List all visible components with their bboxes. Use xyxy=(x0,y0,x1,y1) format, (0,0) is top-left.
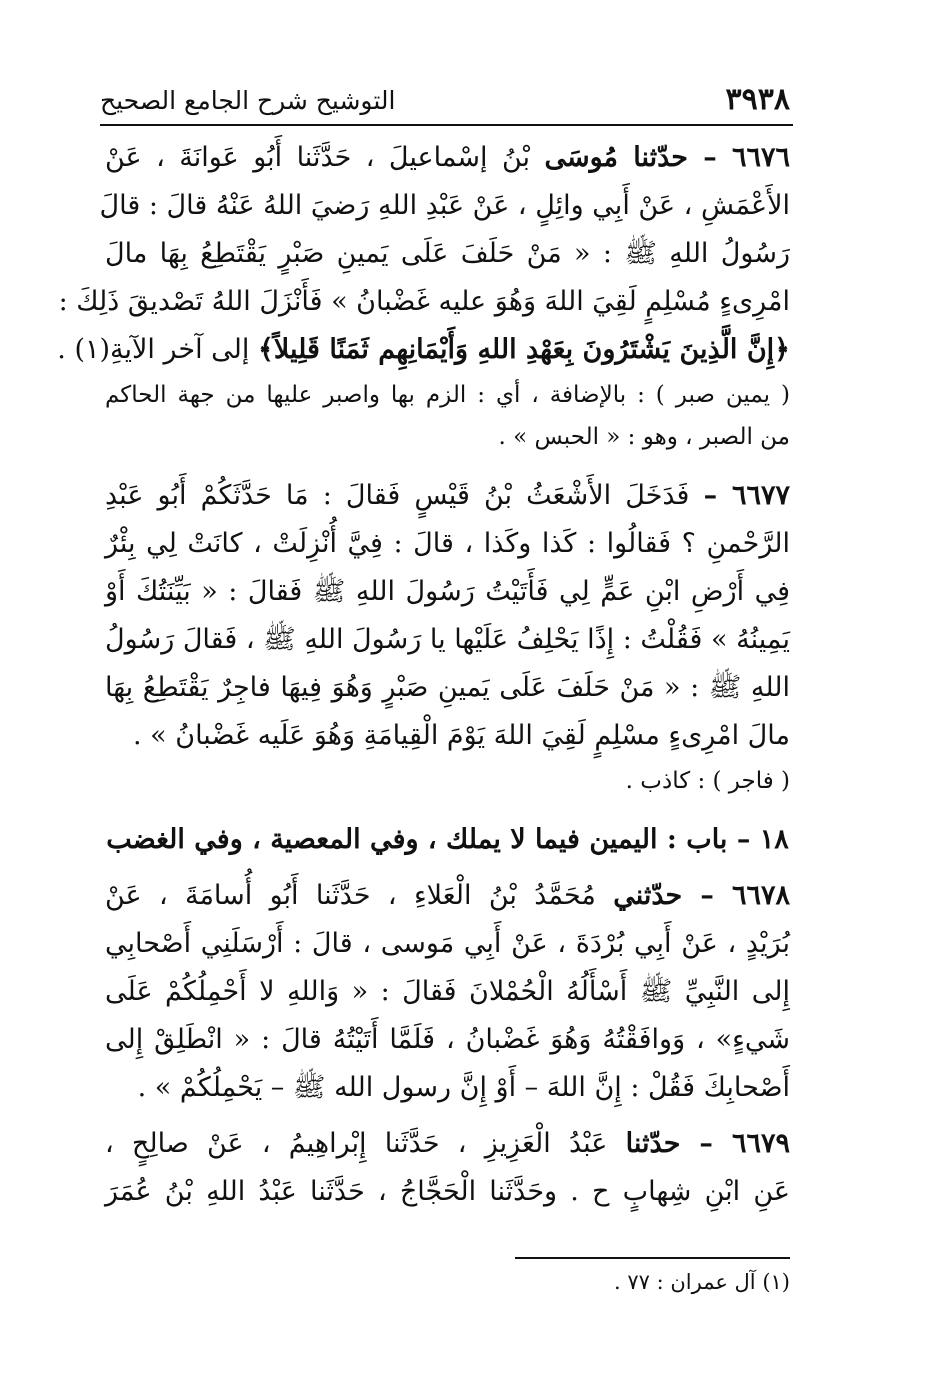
page-body xyxy=(57,134,790,1216)
header-rule xyxy=(100,124,793,126)
hadith-lead: ٦٦٧٨ – حدّثني xyxy=(613,880,790,911)
text-line: الأَعْمَشِ ، عَنْ أَبِي وائِلٍ ، عَنْ عَبْدِ اللهِ رَضيَ اللهُ عَنْهُ قالَ : قالَ xyxy=(99,190,790,221)
text-line: فِي أَرْضِ ابْنِ عَمٍّ لِي فَأَتَيْتُ رَسُولَ اللهِ ﷺ فَقالَ : « بَيِّنَتُكَ أَوْ xyxy=(105,576,790,607)
text-line: ٦٦٧٩ – حدّثنا عَبْدُ الْعَزِيزِ ، حَدَّثَنا إِبْراهِيمُ ، عَنْ صالِحٍ ، xyxy=(105,1128,790,1159)
text-line: عَنِ ابْنِ شِهابٍ ح . وحَدَّثَنا الْحَجَّاجُ ، حَدَّثَنا عَبْدُ اللهِ بْنُ عُمَرَ xyxy=(105,1176,790,1207)
text-line: إِلى النَّبِيِّ ﷺ أَسْأَلُهُ الْحُمْلانَ فَقالَ : « وَاللهِ لا أَحْمِلُكُمْ عَلَى xyxy=(105,976,790,1007)
hadith-lead: ٦٦٧٩ – حدّثنا xyxy=(625,1128,790,1159)
text-line: امْرِىءٍ مُسْلِمٍ لَقِيَ اللهَ وَهُوَ عليه غَضْبانُ » فَأَنْزَلَ اللهُ تَصْديقَ ذَلِكَ : xyxy=(58,286,790,317)
commentary-line: من الصبر ، وهو : « الحبس » . xyxy=(498,424,790,450)
text-line: ٦٦٧٧ – فَدَخَلَ الأَشْعَثُ بْنُ قَيْسٍ فَقالَ : مَا حَدَّثَكُمْ أَبُو عَبْدِ xyxy=(105,480,790,511)
footnote: (١) آل عمران : ٧٧ . xyxy=(614,1270,790,1294)
hadith-lead: ٦٦٧٦ – حدّثنا مُوسَى xyxy=(544,142,790,173)
text-line: ٦٦٧٦ – حدّثنا مُوسَى بْنُ إسْماعيلَ ، حَدَّثَنا أَبُو عَوانَةَ ، عَنْ xyxy=(105,142,790,173)
hadith-6679 xyxy=(105,1120,790,1216)
commentary-line: ( يمين صبر ) : بالإضافة ، أي : الزم بها واصبر عليها من جهة الحاكم xyxy=(105,382,790,408)
hadith-lead: ٦٦٧٧ – xyxy=(703,480,790,511)
hadith-6678 xyxy=(105,872,790,1112)
text-line: اللهِ ﷺ : « مَنْ حَلَفَ عَلَى يَمينِ صَبْرٍ وَهُوَ فِيهَا فاجِرٌ يَقْتَطِعُ بِهَا xyxy=(105,672,790,703)
running-title: التوشيح شرح الجامع الصحيح xyxy=(100,86,396,115)
page-number: ٣٩٣٨ xyxy=(725,82,790,117)
commentary-line: ( فاجر ) : كاذب . xyxy=(625,768,790,794)
text-line: الرَّحْمنِ ؟ فَقالُوا : كَذا وكَذا ، قالَ : فِيَّ أُنْزِلَتْ ، كانَتْ لِي بِئْرٌ xyxy=(105,528,790,559)
quran-verse: ﴿إِنَّ الَّذِينَ يَشْتَرُونَ بِعَهْدِ اللهِ وَأَيْمَانِهِم ثَمَنًا قَلِيلاً﴾ xyxy=(258,334,790,365)
text-line: ﴿إِنَّ الَّذِينَ يَشْتَرُونَ بِعَهْدِ اللهِ وَأَيْمَانِهِم ثَمَنًا قَلِيلاً﴾ إلى آخر الآيةِ(١) . xyxy=(57,334,790,365)
text-line: يَمِينُهُ » فَقُلْتُ : إِذًا يَحْلِفُ عَلَيْها يا رَسُولَ اللهِ ﷺ ، فَقالَ رَسُولُ xyxy=(105,624,790,655)
text-line: بُرَيْدٍ ، عَنْ أَبِي بُرْدَةَ ، عَنْ أَبِي مَوسى ، قالَ : أَرْسَلَنِي أَصْحابِي xyxy=(105,928,790,959)
chapter-heading: ١٨ – باب : اليمين فيما لا يملك ، وفي المعصية ، وفي الغضب xyxy=(106,824,789,855)
footnote-rule xyxy=(515,1257,790,1259)
hadith-6676 xyxy=(57,134,790,458)
text-line: أَصْحابِكَ فَقُلْ : إِنَّ اللهَ – أَوْ إِنَّ رسول الله ﷺ – يَحْمِلُكُمْ » . xyxy=(137,1072,790,1103)
text-line: شَيءٍ» ، وَوافَقْتُهُ وَهُوَ غَضْبانُ ، فَلَمَّا أَتَيْتُهُ قالَ : « انْطَلِقْ إِلى xyxy=(105,1024,790,1055)
text-line: رَسُولُ اللهِ ﷺ : « مَنْ حَلَفَ عَلَى يَمينِ صَبْرٍ يَقْتَطِعُ بِهَا مالَ xyxy=(105,238,790,269)
text-line: مالَ امْرِىءٍ مسْلِمٍ لَقِيَ اللهَ يَوْمَ الْقِيامَةِ وَهُوَ عَلَيه غَضْبانُ » . xyxy=(132,720,790,751)
page-header xyxy=(100,82,790,126)
text-line: ٦٦٧٨ – حدّثني مُحَمَّدُ بْنُ الْعَلاءِ ، حَدَّثَنا أَبُو أُسامَةَ ، عَنْ xyxy=(105,880,790,911)
hadith-6677 xyxy=(105,472,790,802)
